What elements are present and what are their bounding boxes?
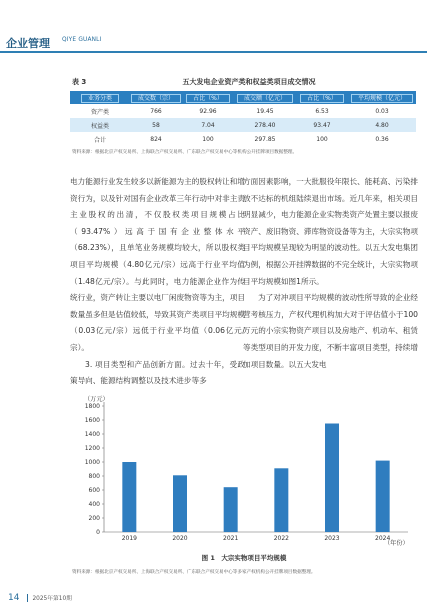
table-cell: 权益类 bbox=[70, 118, 130, 132]
header-rule bbox=[0, 51, 427, 53]
table-cell: 0.03 bbox=[348, 104, 416, 118]
table-row bbox=[70, 118, 416, 132]
bar bbox=[173, 475, 187, 532]
body-paragraph: 3. 项目类型和产品创新方面。过去十年，受政策导向、能源结构调整以及技术进步等多 bbox=[70, 359, 245, 386]
data-table bbox=[70, 91, 416, 146]
left-column bbox=[70, 174, 245, 390]
table-cell: 766 bbox=[130, 104, 182, 118]
bar bbox=[325, 424, 339, 533]
table-source-note: 资料来源：根据北京产权交易所、上海联合产权交易所、广东联合产权交易中心等机构公开挂牌项目数据整理。 bbox=[72, 150, 298, 155]
table-title: 五大发电企业资产类和权益类项目成交情况 bbox=[182, 78, 316, 86]
table-cell: 100 bbox=[182, 132, 234, 146]
page-number: 14 bbox=[8, 593, 20, 603]
table-cell: 19.45 bbox=[234, 104, 296, 118]
table-cell: 93.47 bbox=[296, 118, 348, 132]
table-cell: 0.36 bbox=[348, 132, 416, 146]
table-cell: 297.85 bbox=[234, 132, 296, 146]
table-row bbox=[70, 132, 416, 146]
table-header-cell: 平均规模（亿元） bbox=[348, 91, 416, 104]
bar bbox=[376, 461, 390, 532]
table-cell: 6.53 bbox=[296, 104, 348, 118]
table-header-cell: 业务分类 bbox=[70, 91, 130, 104]
table-header-cell: 成交数（宗） bbox=[130, 91, 182, 104]
footer-divider bbox=[27, 594, 28, 602]
y-tick-label: 1000 bbox=[84, 459, 100, 466]
right-column bbox=[243, 174, 418, 373]
y-tick-label: 200 bbox=[88, 515, 100, 522]
table-row bbox=[70, 104, 416, 118]
y-tick-label: 600 bbox=[88, 487, 100, 494]
page-footer bbox=[8, 593, 72, 603]
table-cell: 7.04 bbox=[182, 118, 234, 132]
section-title: 企业管理 bbox=[6, 37, 50, 50]
x-tick-label: 2023 bbox=[324, 535, 340, 542]
table-header-cell: 占比（%） bbox=[296, 91, 348, 104]
x-axis-unit-label: （年份） bbox=[384, 540, 409, 547]
issue-label: 2025年第10期 bbox=[32, 596, 72, 602]
table-cell: 4.80 bbox=[348, 118, 416, 132]
table-cell: 92.96 bbox=[182, 104, 234, 118]
table-cell: 278.40 bbox=[234, 118, 296, 132]
y-tick-label: 1600 bbox=[84, 417, 100, 424]
y-axis-unit-label: （万元） bbox=[84, 396, 109, 403]
body-paragraph: 方面因素影响，一大批服役年限长、能耗高、污染排放不达标的机组陆续退出市场。近几年来，相关项目明显减少，电力能源企业实物类资产处置主要以报废资产、废旧物资、滞库物资设备等为主，大宗实物项目平均规模呈现较为明显的波动性。以五大发电集团为例，根据公开挂牌数据的不完全统计，大宗实物项目平均规模如图1所示。 bbox=[243, 177, 418, 286]
figure-source-note: 资料来源：根据北京产权交易所、上海联合产权交易所、广东联合产权交易中心等多家产权机构公开挂牌项目数据整理。 bbox=[72, 570, 316, 575]
table-label: 表 3 bbox=[72, 78, 87, 86]
body-paragraph: 为了对冲项目平均规模的波动性所导致的企业经营考核压力，产权代理机构加大对于评估值小于100万元的小宗实物资产项目以及房地产、机动车、租赁等类型项目的开发力度，不断丰富项目类型，持续增加项目数量。以五大发电 bbox=[243, 293, 418, 369]
y-tick-label: 0 bbox=[96, 529, 100, 536]
table-cell: 824 bbox=[130, 132, 182, 146]
x-tick-label: 2022 bbox=[273, 535, 289, 542]
x-tick-label: 2024 bbox=[375, 535, 391, 542]
figure-caption: 图 1 大宗实物项目平均规模 bbox=[201, 554, 287, 562]
bar bbox=[274, 468, 288, 532]
table-header-cell: 成交额（亿元） bbox=[234, 91, 296, 104]
y-tick-label: 1200 bbox=[84, 445, 100, 452]
bar bbox=[224, 487, 238, 532]
section-subtitle: QIYE GUANLI bbox=[62, 37, 102, 43]
y-tick-label: 400 bbox=[88, 501, 100, 508]
y-tick-label: 1800 bbox=[84, 403, 100, 410]
table-cell: 58 bbox=[130, 118, 182, 132]
y-tick-label: 1400 bbox=[84, 431, 100, 438]
y-tick-label: 800 bbox=[88, 473, 100, 480]
plot-area bbox=[85, 402, 408, 542]
x-tick-label: 2021 bbox=[223, 535, 239, 542]
table-header-cell: 占比（%） bbox=[182, 91, 234, 104]
table-cell: 资产类 bbox=[70, 104, 130, 118]
x-tick-label: 2019 bbox=[121, 535, 137, 542]
bar bbox=[122, 462, 136, 532]
body-paragraph: 电力能源行业发生较多以新能源为主的股权转让和增资行为，以及针对国有企业改革三年行动中对非主责主业股权的出清，不仅股权类项目规模占比（93.47%）远高于国有企业整体水平（68.23%），且单笔业务规模均较大，所以股权类项目平均规模（4.80亿元/宗）远高于行业平均值（1.48亿元/宗）。与此同时，电力能源企业作为传统行业，资产转让主要以电厂闲废物资等为主，项目数量虽多但是估值较低，导致其资产类项目平均规模（0.03亿元/宗）远低于行业平均值（0.06亿元/宗）。 bbox=[70, 177, 245, 352]
x-tick-label: 2020 bbox=[172, 535, 188, 542]
bar-chart bbox=[70, 392, 420, 550]
table-cell: 合计 bbox=[70, 132, 130, 146]
table-cell: 100 bbox=[296, 132, 348, 146]
